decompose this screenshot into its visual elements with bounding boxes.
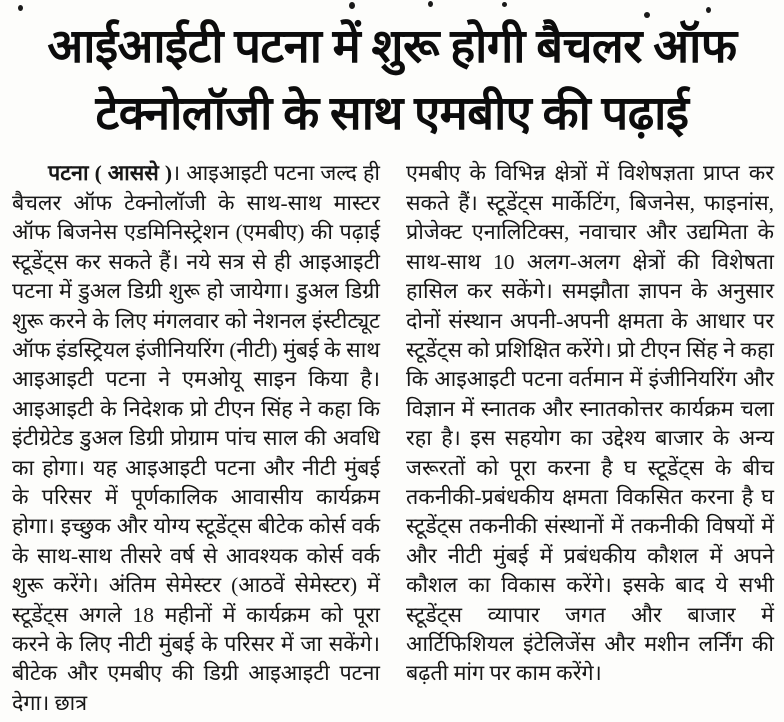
scan-artifact: [18, 5, 23, 11]
scan-artifact: [502, 2, 507, 7]
article-body: [0, 153, 784, 718]
scan-artifact: [428, 1, 433, 7]
article-text-right: एमबीए के विभिन्न क्षेत्रों में विशेषज्ञता प्राप्त कर सकते हैं। स्टूडेंट्स मार्केटिंग, बिजनेस, फाइनांस, प्रोजेक्ट एनालिटिक्स, नवाचार और उद्यमिता के साथ-साथ 10 अलग-अलग क्षेत्रों की विशेषता हासिल कर सकेंगे। समझौता ज्ञापन के अनुसार दोनों संस्थान अपनी-अपनी क्षमता के आधार पर स्टूडेंट्स को प्रशिक्षित करेंगे। प्रो टीएन सिंह ने कहा कि आइआइटी पटना वर्तमान में इंजीनियरिंग और विज्ञान में स्नातक और स्नातकोत्तर कार्यक्रम चला रहा है। इस सहयोग का उद्देश्य बाजार के अन्य जरूरतों को पूरा करना है घ स्टूडेंट्स के बीच तकनीकी-प्रबंधकीय क्षमता विकसित करना है घ स्टूडेंट्स तकनीकी संस्थानों में तकनीकी विषयों में और नीटी मुंबई में प्रबंधकीय कौशल में अपने कौशल का विकास करेंगे। इसके बाद ये सभी स्टूडेंट्स व्यापार जगत और बाजार में आर्टिफिशियल इंटेलिजेंस और मशीन लर्निंग की बढ़ती मांग पर काम करेंगे।: [406, 161, 774, 686]
dateline: पटना ( आससे ): [48, 161, 173, 186]
headline-line-2: टेक्नोलॉजी के साथ एमबीए की पढ़ाई: [95, 87, 689, 140]
article-paragraph-right: [406, 159, 774, 688]
article-paragraph-left: [12, 159, 380, 718]
scan-artifact: [706, 7, 711, 13]
scan-artifact: [644, 12, 650, 18]
scan-artifact: [349, 2, 355, 9]
article-column-left: [12, 159, 380, 718]
article-text-left: । आइआइटी पटना जल्द ही बैचलर ऑफ टेक्नोलॉजी के साथ-साथ मास्टर ऑफ बिजनेस एडमिनिस्ट्रेशन (एमबीए) की पढ़ाई स्टूडेंट्स कर सकते हैं। नये सत्र से ही आइआइटी पटना में डुअल डिग्री शुरू हो जायेगा। डुअल डिग्री शुरू करने के लिए मंगलवार को नेशनल इंस्टीट्यूट ऑफ इंडस्ट्रियल इंजीनियरिंग (नीटी) मुंबई के साथ आइआइटी पटना ने एमओयू साइन किया है। आइआइटी के निदेशक प्रो टीएन सिंह ने कहा कि इंटीग्रेटेड डुअल डिग्री प्रोग्राम पांच साल की अवधि का होगा। यह आइआइटी पटना और नीटी मुंबई के परिसर में पूर्णकालिक आवासीय कार्यक्रम होगा। इच्छुक और योग्य स्टूडेंट्स बीटेक कोर्स वर्क के साथ-साथ तीसरे वर्ष से आवश्यक कोर्स वर्क शुरू करेंगे। अंतिम सेमेस्टर (आठवें सेमेस्टर) में स्टूडेंट्स अगले 18 महीनों में कार्यक्रम को पूरा करने के लिए नीटी मुंबई के परिसर में जा सकेंगे। बीटेक और एमबीए की डिग्री आइआइटी पटना देगा। छात्र: [12, 161, 380, 715]
article-column-right: [406, 159, 774, 718]
headline-line-1: आईआईटी पटना में शुरू होगी बैचलर ऑफ: [47, 21, 737, 73]
article-headline: [0, 0, 784, 153]
